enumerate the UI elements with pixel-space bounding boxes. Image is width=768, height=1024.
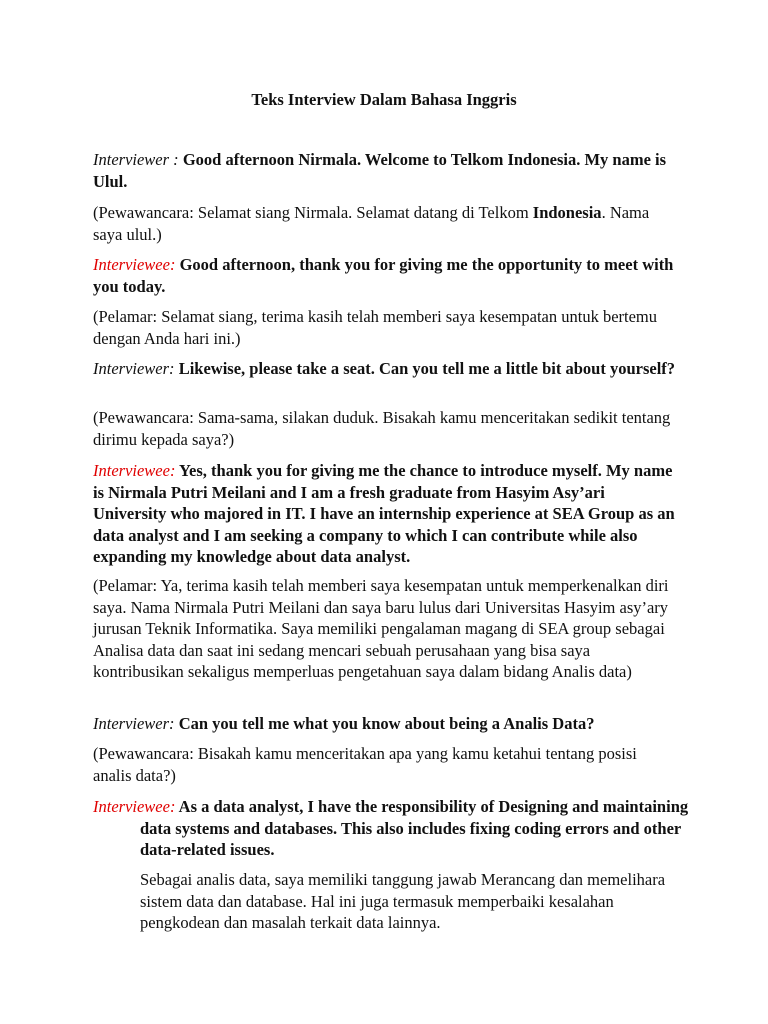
translation-bold-word: Indonesia [532,203,602,222]
speaker-label: Interviewee: [93,255,176,274]
dialogue-line [93,149,678,192]
translation-text: (Pelamar: Selamat siang, terima kasih telah memberi saya kesempatan untuk bertemu dengan Anda hari ini.) [93,307,658,348]
speech-text: Can you tell me what you know about being a Analis Data? [174,714,595,733]
translation-text: (Pewawancara: Bisakah kamu menceritakan apa yang kamu ketahui tentang posisi analis data?) [93,744,637,785]
speaker-label: Interviewee: [93,461,176,480]
translation-part: (Pewawancara: Selamat siang Nirmala. Selamat datang di Telkom [93,203,533,222]
dialogue-line [93,713,678,735]
speech-text: As a data analyst, I have the responsibility of Designing and maintaining data systems and databases. This also includes fixing coding errors and other data-related issues. [140,797,689,859]
translation-text: (Pewawancara: Sama-sama, silakan duduk. Bisakah kamu menceritakan sedikit tentang dirimu kepada saya?) [93,408,671,449]
dialogue-line [93,358,678,380]
dialogue-line [93,796,700,861]
translation-part: . Nama saya ulul.) [93,203,650,244]
translation-text [93,202,678,245]
document-title: Teks Interview Dalam Bahasa Inggris [251,90,517,109]
speaker-label: Interviewee: [93,797,176,816]
speech-text: Yes, thank you for giving me the chance to introduce myself. My name is Nirmala Putri Meilani and I am a fresh graduate from Hasyim Asy’ari University who majored in IT. I have an internship experience at SEA Group as an data analyst and I am seeking a company to which I can contribute while also expanding my knowledge about data analyst. [93,461,675,566]
dialogue-line [93,254,678,297]
speech-text: Good afternoon, thank you for giving me the opportunity to meet with you today. [93,255,674,296]
speech-text: Good afternoon Nirmala. Welcome to Telkom Indonesia. My name is Ulul. [93,150,667,191]
speaker-label: Interviewer: [93,714,175,733]
translation-text: Sebagai analis data, saya memiliki tanggung jawab Merancang dan memelihara sistem data dan database. Hal ini juga termasuk memperbaiki kesalahan pengkodean dan masalah terkait data lainnya. [140,870,666,932]
speech-text: Likewise, please take a seat. Can you tell me a little bit about yourself? [174,359,676,378]
speaker-label: Interviewer : [93,150,179,169]
dialogue-line [93,460,678,568]
speaker-label: Interviewer: [93,359,175,378]
translation-text: (Pelamar: Ya, terima kasih telah memberi saya kesempatan untuk memperkenalkan diri saya. Nama Nirmala Putri Meilani dan saya baru lulus dari Universitas Hasyim asy’ary jurusan Teknik Informatika. Saya memiliki pengalaman magang di SEA group sebagai Analisa data dan saat ini sedang mencari sebuah perusahaan yang bisa saya kontribusikan sekaligus memperluas pengetahuan saya dalam bidang Analis data) [93,576,669,681]
